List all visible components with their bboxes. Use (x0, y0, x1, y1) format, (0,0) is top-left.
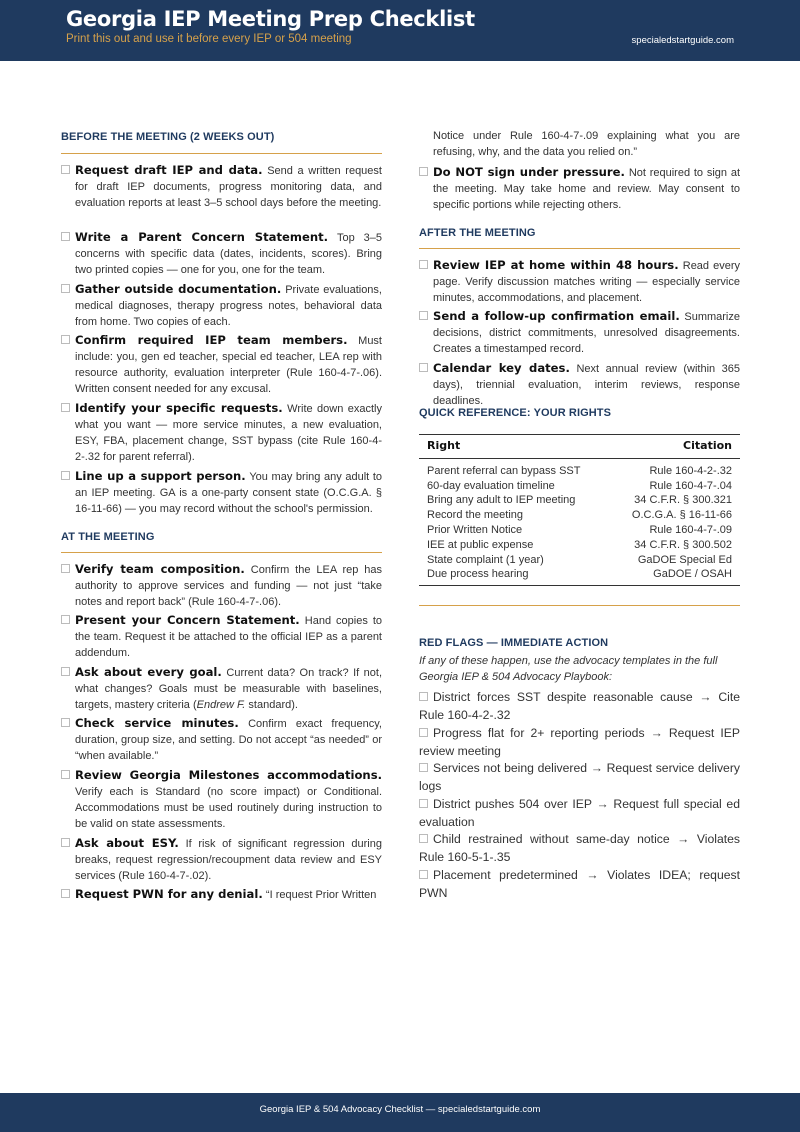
checklist-item: Ask about every goal. Current data? On track? If not, what changes? Goals must be measurable with baselines, targets, mastery criteria (Endrew F. standard). (61, 664, 382, 713)
checkbox[interactable] (419, 692, 428, 701)
checklist-item: Review Georgia Milestones accommodations. Verify each is Standard (no score impact) or Conditional. Accommodations must be used routinely during instruction to be valid on state assessments. (61, 767, 382, 832)
table-header-row (419, 435, 740, 459)
red-flag-item: Child restrained without same-day notice → Violates Rule 160-5-1-.35 (419, 832, 740, 864)
checklist-item: Write a Parent Concern Statement. Top 3–5 concerns with specific data (dates, incidents, scores). Bring two printed copies — one for you, one for the team. (61, 229, 382, 278)
page-header (0, 0, 800, 61)
section-rule (61, 552, 382, 553)
checkbox[interactable] (61, 335, 70, 344)
red-flag-item: District forces SST despite reasonable cause → Cite Rule 160-4-2-.32 (419, 690, 740, 722)
checklist-item: Identify your specific requests. Write down exactly what you want — more service minutes, a new evaluation, ESY, FBA, placement change, SST bypass (cite Rule 160-4-2-.32 for parent referral). (61, 400, 382, 465)
checklist-item-continuation: Notice under Rule 160-4-7-.09 explaining what you are refusing, why, and the data you relied on.” (433, 130, 740, 158)
checkbox[interactable] (61, 284, 70, 293)
column-header-citation: Citation (610, 435, 741, 459)
checkbox[interactable] (61, 889, 70, 898)
checkbox[interactable] (419, 728, 428, 737)
checkbox[interactable] (419, 799, 428, 808)
table-row: Prior Written Notice Rule 160-4-7-.09 (427, 523, 732, 536)
checkbox[interactable] (61, 232, 70, 241)
page-title: Georgia IEP Meeting Prep Checklist (66, 7, 475, 31)
checkbox[interactable] (419, 763, 428, 772)
red-flag-item: Services not being delivered → Request service delivery logs (419, 761, 740, 793)
page-footer (0, 1093, 800, 1132)
section-title-at: AT THE MEETING (61, 531, 155, 543)
checkbox[interactable] (419, 363, 428, 372)
table-row: State complaint (1 year) GaDOE Special Ed (427, 553, 732, 566)
column-header-right: Right (419, 435, 610, 459)
checklist-item: Send a follow-up confirmation email. Summarize decisions, district commitments, unresolved disagreements. Creates a timestamped record. (419, 308, 740, 357)
table-row: Record the meeting O.C.G.A. § 16-11-66 (427, 509, 732, 522)
table-row: Parent referral can bypass SST Rule 160-4-2-.32 (427, 464, 732, 477)
rights-table (419, 434, 740, 586)
checkbox[interactable] (61, 165, 70, 174)
section-rule (419, 605, 740, 606)
section-rule (419, 248, 740, 249)
red-flag-item: Progress flat for 2+ reporting periods → Request IEP review meeting (419, 726, 740, 758)
checkbox[interactable] (61, 667, 70, 676)
footer-text: Georgia IEP & 504 Advocacy Checklist — specialedstartguide.com (259, 1104, 541, 1115)
checkbox[interactable] (419, 311, 428, 320)
checklist-item: Review IEP at home within 48 hours. Read every page. Verify discussion matches writing — especially service minutes, accommodations, and placement. (419, 257, 740, 306)
checkbox[interactable] (61, 403, 70, 412)
table-row: IEE at public expense 34 C.F.R. § 300.502 (427, 538, 732, 551)
checklist-item: Calendar key dates. Next annual review (within 365 days), triennial evaluation, interim reviews, response deadlines. (419, 360, 740, 409)
checkbox[interactable] (419, 870, 428, 879)
section-title-rights: QUICK REFERENCE: YOUR RIGHTS (419, 407, 612, 419)
checklist-item: Ask about ESY. If risk of significant regression during breaks, request regression/recoupment data review and ESY services (Rule 160-4-7-.02). (61, 835, 382, 884)
checkbox[interactable] (61, 615, 70, 624)
section-title-after: AFTER THE MEETING (419, 227, 536, 239)
checkbox[interactable] (419, 260, 428, 269)
checkbox[interactable] (61, 564, 70, 573)
checklist-item: Request PWN for any denial. “I request Prior Written (61, 886, 382, 903)
checklist-item: Verify team composition. Confirm the LEA rep has authority to approve services and funding — not just “take notes and report back” (Rule 160-4-7-.06). (61, 561, 382, 610)
section-rule (61, 153, 382, 154)
checkbox[interactable] (61, 718, 70, 727)
checkbox[interactable] (61, 770, 70, 779)
checkbox[interactable] (61, 838, 70, 847)
checklist-item: Gather outside documentation. Private evaluations, medical diagnoses, therapy progress notes, behavioral data from home. Two copies of each. (61, 281, 382, 330)
checklist-item: Do NOT sign under pressure. Not required to sign at the meeting. May take home and review. May consent to specific portions while rejecting others. (419, 164, 740, 213)
checklist-item: Check service minutes. Confirm exact frequency, duration, group size, and setting. Do not accept “as needed” or “when available.” (61, 715, 382, 764)
table-row: Due process hearing GaDOE / OSAH (419, 567, 740, 585)
checklist-item: Line up a support person. You may bring any adult to an IEP meeting. GA is a one-party consent state (O.C.G.A. § 16-11-66) — you may record without the school's permission. (61, 468, 382, 517)
table-row: Bring any adult to IEP meeting 34 C.F.R. § 300.321 (427, 494, 732, 507)
header-site-link[interactable]: specialedstartguide.com (631, 35, 734, 46)
red-flag-item: Placement predetermined → Violates IDEA; request PWN (419, 868, 740, 900)
checkbox[interactable] (61, 471, 70, 480)
red-flag-item: District pushes 504 over IEP → Request full special ed evaluation (419, 797, 740, 829)
checkbox[interactable] (419, 167, 428, 176)
checkbox[interactable] (419, 834, 428, 843)
checklist-item: Request draft IEP and data. Send a written request for draft IEP documents, progress monitoring data, and evaluation reports at least 3–5 school days before the meeting. (61, 162, 382, 211)
table-row: 60-day evaluation timeline Rule 160-4-7-.04 (427, 479, 732, 492)
checklist-item: Confirm required IEP team members. Must include: you, gen ed teacher, special ed teacher, LEA rep with resource authority, evaluation interpreter (Rule 160-4-7-.06). Written consent needed for any excusal. (61, 332, 382, 397)
section-title-before: BEFORE THE MEETING (2 WEEKS OUT) (61, 131, 275, 143)
checklist-item: Present your Concern Statement. Hand copies to the team. Request it be attached to the official IEP as a parent addendum. (61, 612, 382, 661)
page-subtitle: Print this out and use it before every IEP or 504 meeting (66, 33, 352, 45)
flags-intro: If any of these happen, use the advocacy templates in the full Georgia IEP & 504 Advocacy Playbook: (419, 655, 718, 683)
section-title-flags: RED FLAGS — IMMEDIATE ACTION (419, 637, 609, 649)
